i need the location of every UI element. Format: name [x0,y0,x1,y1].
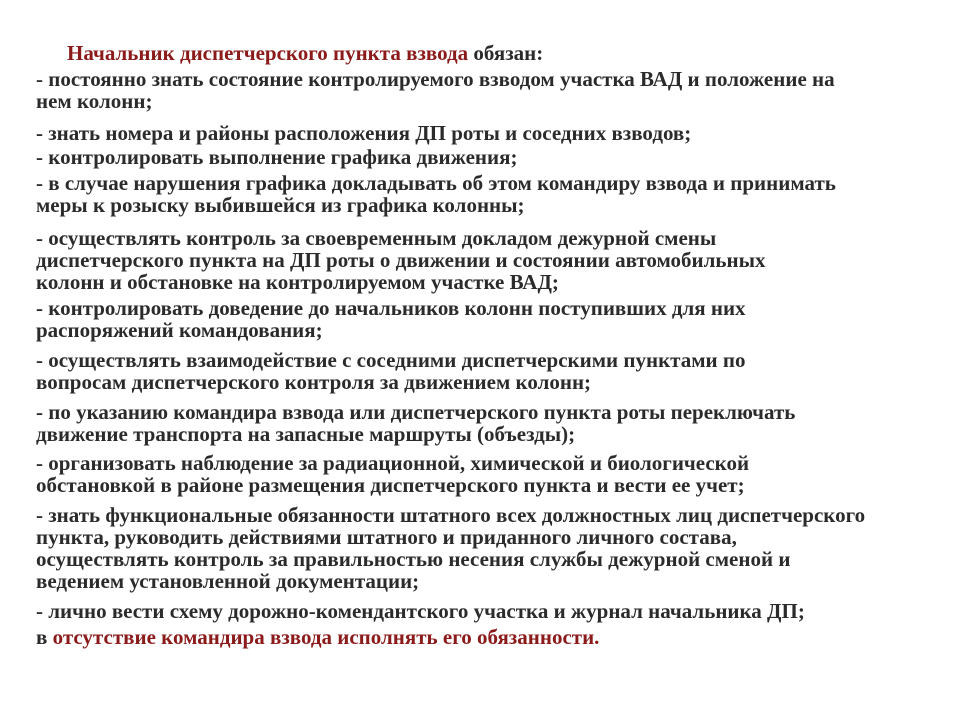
duty-line: диспетчерского пункта на ДП роты о движении и состоянии автомобильных [36,248,766,272]
duty-line: - осуществлять взаимодействие с соседними диспетчерскими пунктами по [36,348,746,372]
duty-line: - знать функциональные обязанности штатного всех должностных лиц диспетчерского [36,503,866,527]
duty-item [36,68,948,112]
duty-item [36,122,948,144]
duty-item [36,349,948,393]
duty-line: нем колонн; [36,89,153,113]
duty-line: - постоянно знать состояние контролируемого взводом участка ВАД и положение на [36,67,835,91]
duty-line: движение транспорта на запасные маршруты (объезды); [36,422,576,446]
duty-line: колонн и обстановке на контролируемом участке ВАД; [36,270,559,294]
duty-line: - контролировать выполнение графика движения; [36,145,518,169]
final-accent-text: отсутствие командира взвода исполнять его обязанности. [52,625,600,649]
duty-item [36,297,948,341]
duty-item [36,600,948,622]
duty-item [36,452,948,496]
duty-item [36,504,948,592]
heading-rest-text: обязан: [468,41,544,65]
duty-item [36,172,948,216]
heading-accent-text: Начальник диспетчерского пункта взвода [67,41,469,65]
duty-line: - знать номера и районы расположения ДП роты и соседних взводов; [36,121,692,145]
duty-line: - в случае нарушения графика докладывать об этом командиру взвода и принимать [36,171,836,195]
duty-line: - лично вести схему дорожно-комендантского участка и журнал начальника ДП; [36,599,805,623]
duty-line: распоряжений командования; [36,318,323,342]
duty-line: - осуществлять контроль за своевременным докладом дежурной смены [36,226,717,250]
duty-line: обстановкой в районе размещения диспетчерского пункта и вести ее учет; [36,473,745,497]
duty-line: осуществлять контроль за правильностью несения службы дежурной сменой и [36,547,791,571]
duty-line: вопросам диспетчерского контроля за движением колонн; [36,370,592,394]
duty-line: - по указанию командира взвода или диспетчерского пункта роты переключать [36,400,796,424]
duty-line: пункта, руководить действиями штатного и приданного личного состава, [36,525,737,549]
duty-item [36,146,948,168]
duty-line: меры к розыску выбившейся из графика колонны; [36,193,525,217]
duty-line: ведением установленной документации; [36,569,420,593]
duty-item [36,401,948,445]
duty-item [36,227,948,293]
duty-line: - организовать наблюдение за радиационной, химической и биологической [36,451,750,475]
duty-line: - контролировать доведение до начальников колонн поступивших для них [36,296,746,320]
slide-heading [67,42,543,64]
final-prefix-text: в [36,625,53,649]
final-duty [36,626,948,648]
